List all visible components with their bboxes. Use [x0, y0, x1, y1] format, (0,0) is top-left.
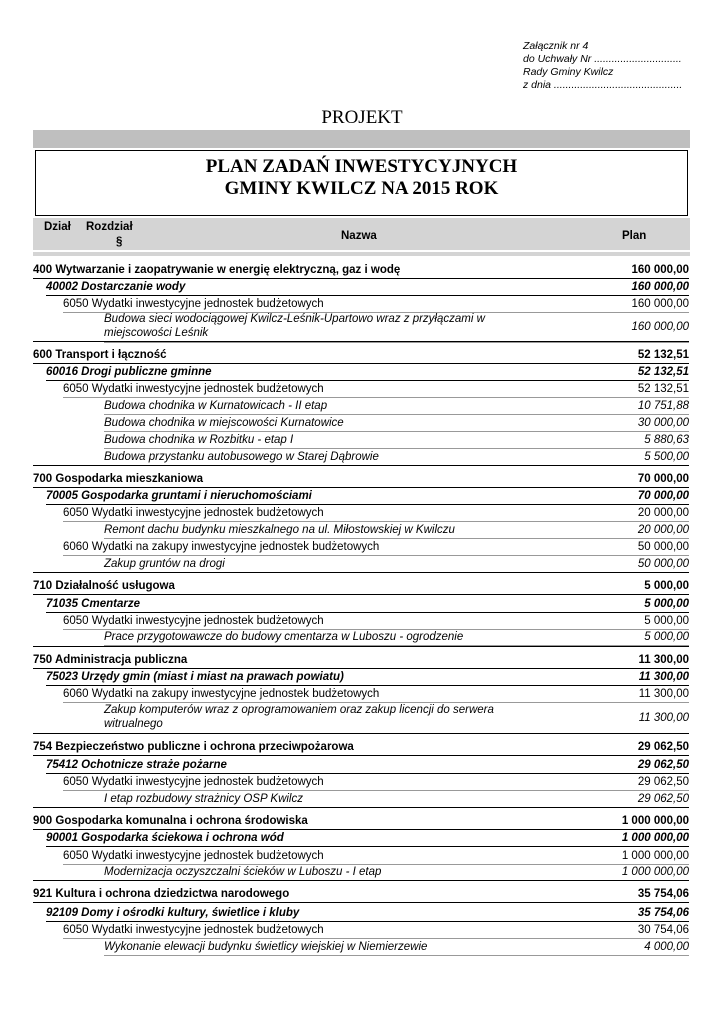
row-name: Budowa chodnika w miejscowości Kurnatowice [104, 417, 344, 429]
row-name: 754 Bezpieczeństwo publiczne i ochrona przeciwpożarowa [33, 741, 354, 753]
row-name: Budowa sieci wodociągowej Kwilcz-Leśnik-Upartowo wraz z przyłączami w miejscowości Leśnik [104, 313, 485, 339]
row-name: Modernizacja oczyszczalni ścieków w Luboszu - I etap [104, 866, 382, 878]
row-name: 6050 Wydatki inwestycyjne jednostek budżetowych [63, 383, 324, 395]
row-name: Prace przygotowawcze do budowy cmentarza w Luboszu - ogrodzenie [104, 631, 464, 643]
row-amount: 11 300,00 [638, 712, 689, 724]
row-amount: 160 000,00 [631, 281, 689, 293]
chapter-row [46, 596, 689, 613]
row-name: 900 Gospodarka komunalna i ochrona środowiska [33, 815, 308, 827]
task-row [104, 415, 689, 432]
chapter-row [46, 279, 689, 296]
row-name: Zakup gruntów na drogi [104, 558, 225, 570]
attachment-line-2: do Uchwały Nr .............................. [523, 53, 682, 65]
header-plan: Plan [622, 230, 647, 242]
page-title [35, 150, 688, 216]
row-name: 40002 Dostarczanie wody [46, 281, 186, 293]
section-row [33, 813, 689, 830]
row-name: 6060 Wydatki na zakupy inwestycyjne jednostek budżetowych [63, 688, 380, 700]
row-amount: 20 000,00 [637, 524, 689, 536]
row-name: 921 Kultura i ochrona dziedzictwa narodowego [33, 888, 290, 900]
task-row [104, 432, 689, 449]
attachment-note [523, 40, 682, 92]
projekt-label: PROJEKT [321, 107, 403, 128]
title-line-1: PLAN ZADAŃ INWESTYCYJNYCH [205, 156, 518, 177]
section-row [33, 886, 689, 903]
task-row [104, 703, 689, 734]
row-amount: 11 300,00 [638, 654, 689, 666]
section-row [33, 739, 689, 756]
row-amount: 70 000,00 [637, 490, 689, 502]
row-name: Budowa chodnika w Rozbitku - etap I [104, 434, 294, 446]
row-name: I etap rozbudowy strażnicy OSP Kwilcz [104, 793, 303, 805]
task-row [104, 449, 689, 466]
header-paragraf: § [116, 236, 123, 248]
row-amount: 52 132,51 [637, 383, 689, 395]
row-name: 90001 Gospodarka ściekowa i ochrona wód [46, 832, 284, 844]
row-amount: 1 000 000,00 [621, 815, 689, 827]
row-amount: 52 132,51 [637, 349, 689, 361]
paragraph-row [63, 381, 689, 398]
row-amount: 11 300,00 [638, 671, 689, 683]
section-divider [33, 572, 689, 573]
row-name: Wykonanie elewacji budynku świetlicy wiejskiej w Niemierzewie [104, 941, 428, 953]
row-name: 6050 Wydatki inwestycyjne jednostek budżetowych [63, 776, 324, 788]
row-amount: 1 000 000,00 [621, 850, 689, 862]
section-divider [33, 646, 689, 647]
row-name: 750 Administracja publiczna [33, 654, 188, 666]
row-name: 71035 Cmentarze [46, 598, 140, 610]
row-name: 75412 Ochotnicze straże pożarne [46, 759, 227, 771]
row-amount: 29 062,50 [637, 793, 689, 805]
header-dzial: Dział [44, 221, 71, 233]
title-line-2: GMINY KWILCZ NA 2015 ROK [224, 178, 499, 199]
row-amount: 30 754,06 [637, 924, 689, 936]
row-name: 710 Działalność usługowa [33, 580, 175, 592]
gray-bar [33, 130, 690, 148]
row-amount: 29 062,50 [637, 759, 689, 771]
section-divider [33, 880, 689, 881]
paragraph-row [63, 505, 689, 522]
row-name: 600 Transport i łączność [33, 349, 167, 361]
header-rozdzial: Rozdział [86, 221, 133, 233]
row-amount: 5 500,00 [644, 451, 689, 463]
row-amount: 5 000,00 [644, 631, 689, 643]
row-name: Budowa chodnika w Kurnatowicach - II etap [104, 400, 328, 412]
paragraph-row [63, 922, 689, 939]
chapter-row [46, 757, 689, 774]
row-amount: 52 132,51 [637, 366, 689, 378]
chapter-row [46, 830, 689, 847]
row-name: 400 Wytwarzanie i zaopatrywanie w energię elektryczną, gaz i wodę [33, 264, 401, 276]
task-row [104, 398, 689, 415]
row-name: 6050 Wydatki inwestycyjne jednostek budżetowych [63, 507, 324, 519]
section-divider [33, 465, 689, 466]
section-divider [33, 341, 689, 342]
paragraph-row [63, 539, 689, 556]
row-amount: 160 000,00 [631, 264, 689, 276]
task-row [104, 629, 689, 646]
row-name: 700 Gospodarka mieszkaniowa [33, 473, 204, 485]
row-name: 6050 Wydatki inwestycyjne jednostek budżetowych [63, 298, 324, 310]
row-amount: 30 000,00 [637, 417, 689, 429]
attachment-line-3: Rady Gminy Kwilcz [523, 66, 614, 78]
table-header [33, 218, 690, 250]
row-amount: 20 000,00 [637, 507, 689, 519]
attachment-line-1: Załącznik nr 4 [523, 40, 589, 52]
row-amount: 5 000,00 [644, 598, 689, 610]
row-name: Budowa przystanku autobusowego w Starej Dąbrowie [104, 451, 379, 463]
paragraph-row [63, 848, 689, 865]
row-amount: 29 062,50 [637, 776, 689, 788]
row-name: 6050 Wydatki inwestycyjne jednostek budżetowych [63, 924, 324, 936]
row-amount: 29 062,50 [637, 741, 689, 753]
row-amount: 4 000,00 [644, 941, 689, 953]
section-divider [33, 733, 689, 734]
row-name: 60016 Drogi publiczne gminne [46, 366, 212, 378]
row-name: Remont dachu budynku mieszkalnego na ul. Miłostowskiej w Kwilczu [104, 524, 455, 536]
section-row [33, 262, 689, 279]
chapter-row [46, 364, 689, 381]
task-row [104, 939, 689, 956]
row-name: 6050 Wydatki inwestycyjne jednostek budżetowych [63, 850, 324, 862]
paragraph-row [63, 686, 689, 703]
attachment-line-4: z dnia ............................................ [523, 79, 683, 91]
chapter-row [46, 905, 689, 922]
chapter-row [46, 669, 689, 686]
row-amount: 1 000 000,00 [621, 832, 689, 844]
row-amount: 11 300,00 [638, 688, 689, 700]
task-row [104, 522, 689, 539]
row-name: 6050 Wydatki inwestycyjne jednostek budżetowych [63, 615, 324, 627]
header-nazwa: Nazwa [341, 230, 377, 242]
row-amount: 50 000,00 [637, 541, 689, 553]
row-amount: 10 751,88 [637, 400, 689, 412]
task-row [104, 556, 689, 573]
row-amount: 35 754,06 [637, 907, 689, 919]
section-row [33, 347, 689, 364]
row-amount: 160 000,00 [631, 321, 689, 333]
row-amount: 1 000 000,00 [621, 866, 689, 878]
chapter-row [46, 488, 689, 505]
row-amount: 35 754,06 [637, 888, 689, 900]
row-name: 92109 Domy i ośrodki kultury, świetlice i kluby [46, 907, 300, 919]
row-amount: 70 000,00 [637, 473, 689, 485]
paragraph-row [63, 613, 689, 630]
header-separator [33, 252, 690, 256]
row-amount: 5 000,00 [644, 615, 689, 627]
row-amount: 50 000,00 [637, 558, 689, 570]
task-row [104, 864, 689, 881]
section-divider [33, 807, 689, 808]
section-row [33, 652, 689, 669]
row-amount: 5 880,63 [644, 434, 689, 446]
row-name: 6060 Wydatki na zakupy inwestycyjne jednostek budżetowych [63, 541, 380, 553]
section-row [33, 578, 689, 595]
row-amount: 160 000,00 [631, 298, 689, 310]
row-name: 75023 Urzędy gmin (miast i miast na prawach powiatu) [46, 671, 344, 683]
paragraph-row [63, 296, 689, 313]
row-name: Zakup komputerów wraz z oprogramowaniem oraz zakup licencji do serwera witrualnego [104, 704, 494, 730]
task-row [104, 791, 689, 808]
row-name: 70005 Gospodarka gruntami i nieruchomościami [46, 490, 312, 502]
section-row [33, 471, 689, 488]
paragraph-row [63, 774, 689, 791]
row-amount: 5 000,00 [644, 580, 689, 592]
task-row [104, 312, 689, 343]
